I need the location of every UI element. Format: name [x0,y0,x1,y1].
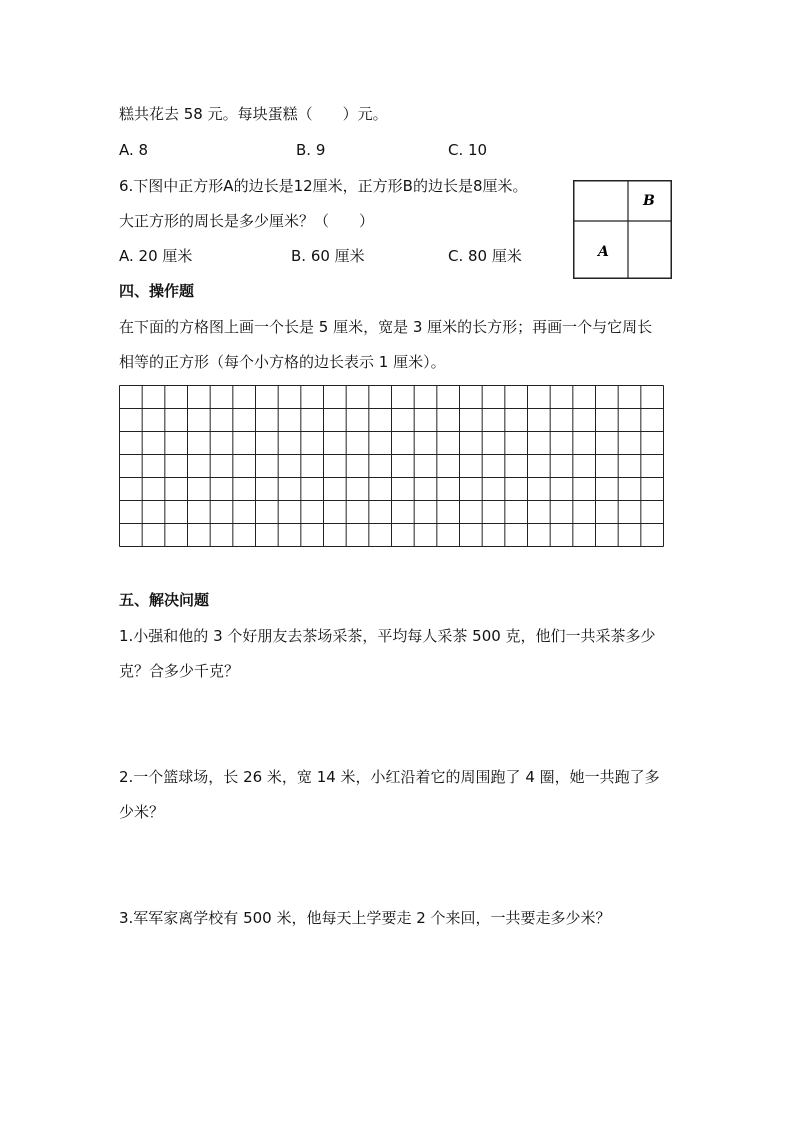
problem2-line1: 2.一个篮球场，长 26 米，宽 14 米，小红沿着它的周围跑了 4 圈，她一共跑了多 [119,768,660,786]
q6-line2: 大正方形的周长是多少厘米？（ ） [119,212,375,230]
outer-square [574,181,672,279]
q6-option-b: B. 60 厘米 [291,247,365,265]
section4-line1: 在下面的方格图上画一个长是 5 厘米，宽是 3 厘米的长方形；再画一个与它周长 [119,318,653,336]
q5-option-c: C. 10 [448,141,488,159]
label-a: A [598,244,609,260]
problem2-line2: 少米？ [119,803,165,821]
section4-line2: 相等的正方形（每个小方格的边长表示 1 厘米）。 [119,353,446,371]
drawing-grid[interactable] [119,385,664,547]
q5-option-b: B. 9 [296,141,326,159]
square-figure [573,180,672,279]
problem1-line2: 克？合多少千克？ [119,662,240,680]
problem3-line1: 3.军军家离学校有 500 米，他每天上学要走 2 个来回，一共要走多少米？ [119,909,611,927]
section5-title: 五、解决问题 [119,591,210,609]
label-b: B [643,193,655,209]
q6-option-c: C. 80 厘米 [448,247,522,265]
q6-line1: 6.下图中正方形A的边长是12厘米，正方形B的边长是8厘米。 [119,177,528,195]
problem1-line1: 1.小强和他的 3 个好朋友去茶场采茶，平均每人采茶 500 克，他们一共采茶多少 [119,627,656,645]
q5-tail: 糕共花去 58 元。每块蛋糕（ ）元。 [119,105,388,123]
q5-option-a: A. 8 [119,141,149,159]
q6-option-a: A. 20 厘米 [119,247,193,265]
section4-title: 四、操作题 [119,282,195,300]
